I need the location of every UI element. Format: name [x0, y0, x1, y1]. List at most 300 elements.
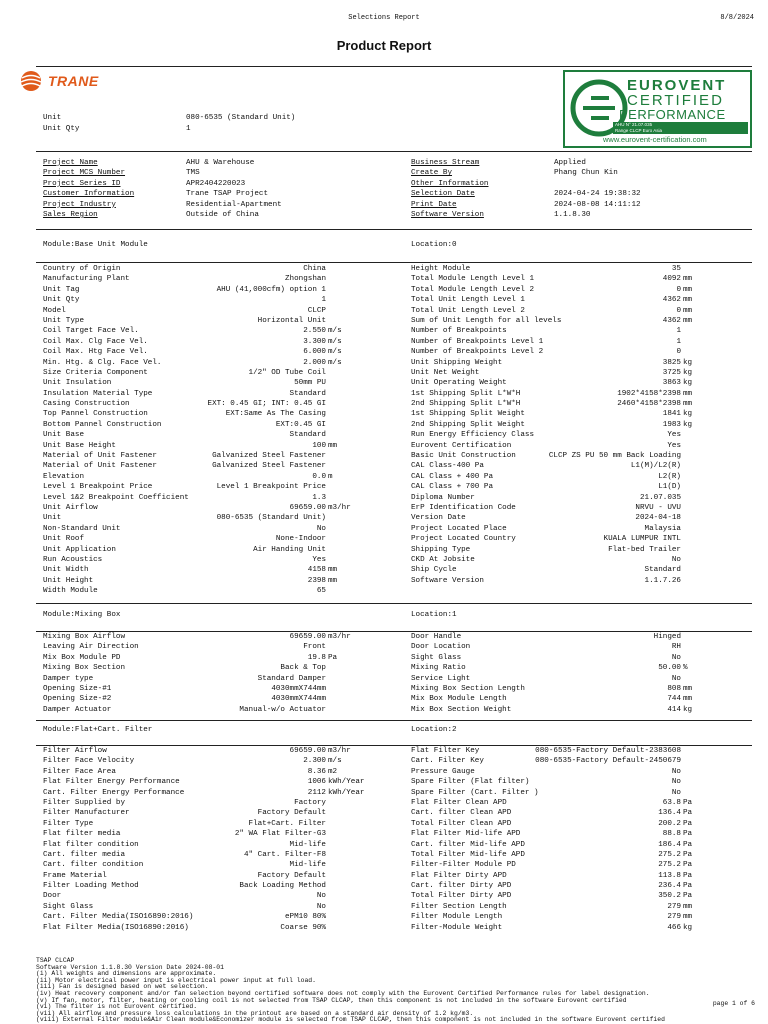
data-row-value: Horizontal Unit	[257, 316, 326, 325]
data-row	[43, 829, 373, 839]
data-row-unit: Pa	[683, 850, 693, 859]
data-row-value: RH	[671, 643, 681, 652]
data-row	[43, 524, 373, 534]
data-row-label: Run Energy Efficiency Class	[411, 431, 535, 440]
unit-qty-label: Unit Qty	[43, 125, 80, 133]
data-row-value: 88.8	[662, 830, 681, 839]
data-row-label: Unit Shipping Weight	[411, 358, 503, 367]
data-row	[43, 274, 373, 284]
data-row-label: Total Module Length Level 2	[411, 285, 535, 294]
data-row	[411, 746, 741, 756]
data-row	[43, 923, 373, 933]
data-row-unit: kg	[683, 420, 693, 429]
data-row-value: NRVU - UVU	[635, 503, 681, 512]
data-row	[43, 295, 373, 305]
data-row-value: 0.0	[312, 472, 326, 481]
data-row-label: Flat Filter Energy Performance	[43, 778, 180, 787]
data-row-value: Level 1 Breakpoint Price	[216, 483, 326, 492]
data-row-label: Frame Material	[43, 871, 107, 880]
data-row-label: Coil Max. Htg Face Vel.	[43, 348, 148, 357]
data-row-label: CAL Class + 700 Pa	[411, 483, 494, 492]
data-row	[43, 503, 373, 513]
data-row	[43, 347, 373, 357]
data-row	[43, 871, 373, 881]
data-row	[411, 653, 741, 663]
data-row-unit: kg	[683, 923, 693, 932]
data-row-label: Coil Target Face Vel.	[43, 327, 139, 336]
page-number: page 1 of 6	[712, 1000, 755, 1007]
data-row-value: EXT: 0.45 GI; INT: 0.45 GI	[207, 400, 326, 409]
data-row-label: Filter Module Length	[411, 913, 503, 922]
data-row-value: No	[671, 788, 681, 797]
data-row-label: Door Location	[411, 643, 471, 652]
data-row-label: Spare Filter (Cart. Filter )	[411, 788, 539, 797]
eurovent-wordmark-2: CERTIFIED	[627, 92, 724, 109]
data-row	[411, 923, 741, 933]
data-row	[43, 632, 373, 642]
data-row-label: Number of Breakpoints Level 1	[411, 337, 544, 346]
data-row	[43, 705, 373, 715]
data-row-value: Yes	[667, 441, 681, 450]
data-row-label: Unit Tag	[43, 285, 80, 294]
data-row-label: Cart. filter media	[43, 850, 126, 859]
section-right-column	[411, 746, 741, 933]
data-row-label: Material of Unit Fastener	[43, 462, 157, 471]
data-row-label: Cart. filter Mid-life APD	[411, 840, 525, 849]
data-row-unit: mm	[683, 306, 693, 315]
data-row-value: 236.4	[658, 882, 681, 891]
data-row	[43, 409, 373, 419]
data-row-value: Factory Default	[257, 871, 326, 880]
data-row-value: 0	[676, 285, 681, 294]
data-row-label: Unit Airflow	[43, 503, 98, 512]
data-row-label: Ship Cycle	[411, 566, 457, 575]
footer-note-line: (iv) Heat recovery component and/or fan selection beyond certified software does not comply with the Eurovent Certified Performance rules for label designation.	[36, 989, 650, 997]
project-field-label: Create By	[411, 169, 453, 178]
data-row	[411, 513, 741, 523]
data-row-value: Malaysia	[644, 524, 681, 533]
data-row-label: Cart. filter condition	[43, 861, 144, 870]
data-row-value: 4" Cart. Filter-F8	[243, 850, 326, 859]
data-row-value: CLCP	[307, 306, 326, 315]
data-row-value: 2112	[307, 788, 326, 797]
section-left-column	[43, 632, 373, 715]
data-row	[43, 493, 373, 503]
data-row-label: Total Filter Mid-life APD	[411, 850, 525, 859]
project-field-value: Applied	[554, 159, 586, 167]
data-row-value: 1/2" OD Tube Coil	[248, 368, 326, 377]
data-row-label: 2nd Shipping Split Weight	[411, 420, 525, 429]
data-row-label: Material of Unit Fastener	[43, 452, 157, 461]
data-row-label: Unit Application	[43, 545, 116, 554]
data-row-value: 113.8	[658, 871, 681, 880]
data-row-label: Filter Airflow	[43, 747, 107, 755]
trane-wordmark: TRANE	[48, 73, 99, 89]
data-row	[411, 663, 741, 673]
data-row	[43, 891, 373, 901]
data-row-unit: mm	[683, 913, 693, 922]
data-row-label: Unit Operating Weight	[411, 379, 507, 388]
data-row	[43, 819, 373, 829]
data-row-label: Cart. Filter Energy Performance	[43, 788, 185, 797]
data-row-label: Flat Filter Mid-life APD	[411, 830, 521, 839]
data-row	[411, 798, 741, 808]
data-row-label: Flat Filter Media(ISO16890:2016)	[43, 923, 189, 932]
data-row	[411, 767, 741, 777]
data-row	[411, 902, 741, 912]
data-row-unit: m3/hr	[328, 503, 351, 512]
data-row	[43, 881, 373, 891]
data-row-label: Leaving Air Direction	[43, 643, 139, 652]
data-row-value: Factory	[294, 798, 326, 807]
data-row	[43, 461, 373, 471]
data-row-label: Filter Section Length	[411, 902, 507, 911]
data-row-value: No	[671, 653, 681, 662]
data-row	[411, 840, 741, 850]
data-row-unit: Pa	[328, 653, 338, 662]
data-row-value: No	[671, 674, 681, 683]
data-row-value: No	[316, 892, 326, 901]
data-row-unit: mm	[683, 695, 693, 704]
data-row-label: Filter Supplied by	[43, 798, 126, 807]
section-title: Module:Base Unit Module	[43, 241, 148, 249]
data-row-label: Run Acoustics	[43, 555, 103, 564]
data-row	[411, 326, 741, 336]
data-row-value: 6.000	[303, 348, 326, 357]
data-row	[43, 586, 373, 596]
section-title: Module:Mixing Box	[43, 611, 121, 619]
data-row	[411, 684, 741, 694]
data-row-label: Mixing Box Section	[43, 664, 126, 673]
data-row	[43, 746, 373, 756]
data-row-label: Min. Htg. & Clg. Face Vel.	[43, 358, 162, 367]
data-row-unit: Pa	[683, 830, 693, 839]
project-field-value: AHU & Warehouse	[186, 159, 255, 167]
data-row-unit: m3/hr	[328, 633, 351, 641]
data-row	[43, 337, 373, 347]
data-row	[411, 642, 741, 652]
data-row-unit: Pa	[683, 871, 693, 880]
unit-qty-value: 1	[186, 125, 191, 133]
data-row-unit: mm	[683, 275, 693, 284]
data-row-value: 4362	[662, 316, 681, 325]
data-row	[411, 850, 741, 860]
data-row	[43, 902, 373, 912]
data-row-label: Total Unit Length Level 1	[411, 296, 525, 305]
eurovent-logo	[563, 70, 752, 148]
data-row	[411, 409, 741, 419]
data-row-unit: m/s	[328, 337, 342, 346]
data-row-label: CAL Class-400 Pa	[411, 462, 484, 471]
data-row-label: CAL Class + 400 Pa	[411, 472, 494, 481]
data-row-label: Unit Roof	[43, 535, 85, 544]
data-row-value: 350.2	[658, 892, 681, 901]
data-row-value: 4030mmX744mm	[271, 695, 326, 704]
data-row	[411, 674, 741, 684]
data-row-value: 1	[676, 327, 681, 336]
data-row	[43, 420, 373, 430]
data-row-unit: mm	[683, 285, 693, 294]
data-row-value: 2.000	[303, 358, 326, 367]
data-row	[411, 399, 741, 409]
data-row-value: 35	[671, 265, 681, 273]
data-row-unit: m/s	[328, 327, 342, 336]
data-row	[43, 389, 373, 399]
data-row-value: 3.300	[303, 337, 326, 346]
data-row	[43, 788, 373, 798]
data-row-value: 1841	[662, 410, 681, 419]
data-row-unit: mm	[328, 441, 338, 450]
data-row-value: No	[316, 902, 326, 911]
data-row-unit: m/s	[328, 348, 342, 357]
data-row	[43, 316, 373, 326]
data-row-value: 2.300	[303, 757, 326, 766]
data-row	[411, 482, 741, 492]
data-row-value: Standard	[644, 566, 681, 575]
data-row-label: Cart. Filter Key	[411, 757, 484, 766]
section-location: Location:1	[411, 611, 457, 619]
report-header-date: 8/8/2024	[720, 14, 754, 22]
data-row-label: Mix Box Module Length	[411, 695, 507, 704]
data-row	[411, 694, 741, 704]
data-row-unit: kg	[683, 705, 693, 714]
data-row-value: None-Indoor	[275, 535, 326, 544]
data-row-label: Unit Net Weight	[411, 368, 480, 377]
data-row-value: 1.3	[312, 493, 326, 502]
data-row-value: 279	[667, 913, 681, 922]
data-row-value: 69659.00	[289, 633, 326, 641]
data-row-value: 50mm PU	[294, 379, 326, 388]
data-row-value: Manual-w/o Actuator	[239, 705, 326, 714]
data-row-unit: mm	[683, 902, 693, 911]
data-row-label: Unit	[43, 514, 62, 523]
data-row-label: Non-Standard Unit	[43, 524, 121, 533]
data-row-label: Flat Filter Dirty APD	[411, 871, 507, 880]
section-left-column	[43, 746, 373, 933]
data-row	[43, 482, 373, 492]
data-row-label: Project Located Place	[411, 524, 507, 533]
data-row	[411, 565, 741, 575]
data-row-unit: mm	[328, 576, 338, 585]
footer-note-line: (v) If fan, motor, filter, heating or cooling coil is not selected from TSAP CLCAP, then this component is not included in the software Eurovent certified	[36, 996, 627, 1004]
data-row-label: Country of Origin	[43, 265, 121, 273]
data-row-label: Unit Qty	[43, 296, 80, 305]
data-row-label: Sight Glass	[43, 902, 94, 911]
data-row-label: CKD At Jobsite	[411, 555, 475, 564]
data-row	[43, 840, 373, 850]
data-row-value: Coarse 90%	[280, 923, 326, 932]
data-row-unit: mm	[328, 566, 338, 575]
data-row-unit: Pa	[683, 892, 693, 901]
data-row-value: 414	[667, 705, 681, 714]
data-row-value: 275.2	[658, 850, 681, 859]
data-row	[411, 285, 741, 295]
data-row	[411, 545, 741, 555]
data-row-value: 3863	[662, 379, 681, 388]
data-row	[411, 912, 741, 922]
data-row	[411, 389, 741, 399]
data-row	[43, 674, 373, 684]
data-row	[411, 493, 741, 503]
data-row	[411, 295, 741, 305]
data-row	[411, 705, 741, 715]
eurovent-wordmark-3: PERFORMANCE	[619, 107, 726, 122]
data-row-label: Coil Max. Clg Face Vel.	[43, 337, 148, 346]
data-row-value: Air Handing Unit	[253, 545, 326, 554]
data-row	[411, 337, 741, 347]
data-row-label: Model	[43, 306, 66, 315]
data-row	[411, 264, 741, 274]
data-row	[43, 912, 373, 922]
data-row-value: 466	[667, 923, 681, 932]
data-row	[411, 777, 741, 787]
footer-notes	[36, 958, 716, 1024]
project-field-value: Phang Chun Kin	[554, 169, 618, 178]
data-row	[43, 684, 373, 694]
data-row-value: 63.8	[662, 798, 681, 807]
data-row-value: No	[671, 555, 681, 564]
data-row-value: EXT:0.45 GI	[275, 420, 326, 429]
data-row-value: 186.4	[658, 840, 681, 849]
footer-note-line: (vii) All airflow and pressure loss calculations in the printout are based on a standard air density of 1.2 kg/m3.	[36, 1009, 474, 1017]
data-row-unit: kg	[683, 358, 693, 367]
report-header-center: Selections Report	[348, 14, 420, 22]
data-row	[43, 368, 373, 378]
page-title: Product Report	[336, 38, 432, 53]
data-row-value: 8.36	[307, 767, 326, 776]
data-row-label: Flat Filter Key	[411, 747, 480, 755]
footer-note-line: (iii) Fan is designed based on wet selection.	[36, 983, 209, 991]
data-row-label: Diploma Number	[411, 493, 475, 502]
data-row-value: Standard	[289, 389, 326, 398]
data-row-value: 21.07.035	[639, 493, 681, 502]
data-row-value: 1006	[307, 778, 326, 787]
data-row-unit: kWh/Year	[328, 778, 365, 787]
data-row-unit: mm	[683, 296, 693, 305]
data-row-value: AHU (41,000cfm) option 1	[216, 285, 326, 294]
data-row-label: Filter-Module Weight	[411, 923, 503, 932]
data-row	[411, 306, 741, 316]
data-row-unit: Pa	[683, 840, 693, 849]
data-row	[411, 808, 741, 818]
data-row-value: L1(D)	[658, 483, 681, 492]
data-row-label: Flat filter condition	[43, 840, 139, 849]
data-row-value: Flat-bed Trailer	[608, 545, 681, 554]
data-row-value: 50.00	[658, 664, 681, 673]
data-row-label: Pressure Gauge	[411, 767, 475, 776]
data-row-label: Unit Base Height	[43, 441, 116, 450]
data-row	[411, 829, 741, 839]
data-row-value: L2(R)	[658, 472, 681, 481]
footer-note-line: Software Version 1.1.8.30 Version Date 2024-08-01	[36, 963, 224, 971]
data-row	[43, 565, 373, 575]
data-row-label: 1st Shipping Split L*W*H	[411, 389, 521, 398]
data-row-value: 65	[316, 587, 326, 596]
data-row-label: Opening Size-#1	[43, 684, 112, 693]
data-row-value: 080-6535 (Standard Unit)	[216, 514, 326, 523]
data-row-value: Galvanized Steel Fastener	[212, 452, 326, 461]
data-row-unit: mm	[683, 389, 693, 398]
data-row-label: Eurovent Certification	[411, 441, 512, 450]
eurovent-small-2: Range CLCP Euro Asia	[615, 128, 662, 133]
data-row-value: 1983	[662, 420, 681, 429]
data-row-label: Project Located Country	[411, 535, 516, 544]
data-row-label: Basic Unit Construction	[411, 452, 516, 461]
data-row-label: Mixing Ratio	[411, 664, 466, 673]
data-row	[411, 430, 741, 440]
data-row-value: L1(M)/L2(R)	[630, 462, 681, 471]
project-field-value: 2024-04-24 19:38:32	[554, 190, 641, 199]
data-row-value: Standard Damper	[257, 674, 326, 683]
data-row-value: 100	[312, 441, 326, 450]
data-row-value: 080-6535-Factory Default-2450679	[535, 757, 681, 766]
data-row-value: 200.2	[658, 819, 681, 828]
data-row	[43, 653, 373, 663]
data-row	[411, 534, 741, 544]
project-field-label: Project Name	[43, 159, 98, 167]
data-row-label: 2nd Shipping Split L*W*H	[411, 400, 521, 409]
data-row-value: 0	[676, 306, 681, 315]
data-row-label: Spare Filter (Flat filter)	[411, 778, 530, 787]
data-row	[411, 881, 741, 891]
data-row-unit: Pa	[683, 798, 693, 807]
data-row-unit: mm	[683, 684, 693, 693]
data-row-unit: m	[328, 472, 333, 481]
data-row-label: Filter Loading Method	[43, 882, 139, 891]
data-row-value: CLCP ZS PU 50 mm Back Loading	[548, 452, 681, 461]
data-row	[411, 316, 741, 326]
data-row-label: Level 1&2 Breakpoint Coefficient	[43, 493, 189, 502]
data-row	[411, 576, 741, 586]
data-row	[411, 368, 741, 378]
data-row-value: 1	[676, 337, 681, 346]
data-row-value: Yes	[312, 555, 326, 564]
data-row	[411, 451, 741, 461]
data-row-value: 2398	[307, 576, 326, 585]
data-row-unit: Pa	[683, 819, 693, 828]
data-row	[411, 420, 741, 430]
data-row-label: Casing Construction	[43, 400, 130, 409]
project-field-label: Business Stream	[411, 159, 480, 167]
data-row-value: 2" WA Flat Filter-G3	[234, 830, 326, 839]
data-row	[43, 694, 373, 704]
unit-label: Unit	[43, 114, 62, 122]
data-row	[43, 534, 373, 544]
data-row-label: Unit Insulation	[43, 379, 112, 388]
data-row-label: Number of Breakpoints Level 2	[411, 348, 544, 357]
data-row-unit: m2	[328, 767, 338, 776]
data-row-label: Opening Size-#2	[43, 695, 112, 704]
data-row-value: 69659.00	[289, 747, 326, 755]
data-row-label: Width Module	[43, 587, 98, 596]
project-field-label: Software Version	[411, 211, 484, 219]
data-row	[411, 860, 741, 870]
data-row-value: Mid-life	[289, 840, 326, 849]
data-row-value: 2024-04-18	[635, 514, 681, 523]
data-row-unit: kg	[683, 379, 693, 388]
data-row	[43, 808, 373, 818]
data-row-label: Sum of Unit Length for all levels	[411, 316, 562, 325]
data-row-label: Total Filter Dirty APD	[411, 892, 512, 901]
data-row-value: 2.550	[303, 327, 326, 336]
data-row-label: Flat filter media	[43, 830, 121, 839]
project-field-value: Outside of China	[186, 211, 259, 219]
data-row-label: Level 1 Breakpoint Price	[43, 483, 153, 492]
data-row	[43, 306, 373, 316]
data-row-label: Mix Box Module PD	[43, 653, 121, 662]
project-field-value: Residential-Apartment	[186, 200, 282, 209]
data-row-value: 275.2	[658, 861, 681, 870]
